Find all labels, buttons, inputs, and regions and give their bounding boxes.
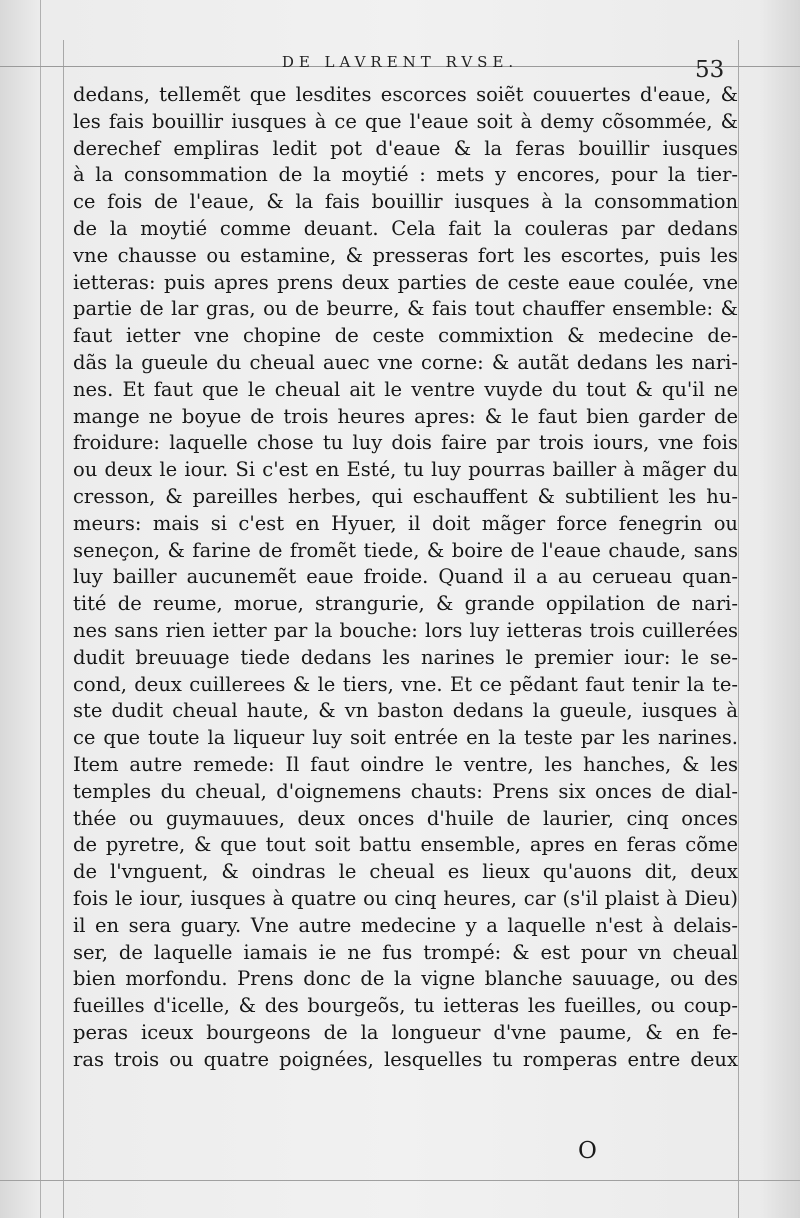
- text-line: ser, de laquelle iamais ie ne fus trompé: & est pour vn cheual: [73, 940, 738, 964]
- text-line: dãs la gueule du cheual auec vne corne: & autãt dedans les nari-: [73, 350, 738, 374]
- text-line: nes. Et faut que le cheual ait le ventre vuyde du tout & qu'il ne: [73, 377, 738, 401]
- signature-mark: O: [578, 1138, 597, 1164]
- text-line: ce que toute la liqueur luy soit entrée en la teste par les narines.: [73, 726, 738, 750]
- running-head: DE LAVRENT RVSE.: [281, 53, 519, 71]
- text-line: ou deux le iour. Si c'est en Esté, tu luy pourras bailler à mãger du: [73, 458, 738, 482]
- footer-rule: [0, 1180, 800, 1181]
- text-line: meurs: mais si c'est en Hyuer, il doit mãger force fenegrin ou: [73, 511, 738, 535]
- text-line: thée ou guymauues, deux onces d'huile de laurier, cinq onces: [73, 806, 738, 830]
- text-line: ce fois de l'eaue, & la fais bouillir iusques à la consommation: [73, 190, 738, 214]
- page-number: 53: [695, 57, 725, 83]
- text-line: à la consommation de la moytié : mets y encores, pour la tier-: [73, 163, 738, 187]
- left-margin-rule: [63, 40, 64, 1218]
- text-line: ste dudit cheual haute, & vn baston dedans la gueule, iusques à: [73, 699, 738, 723]
- text-line: bien morfondu. Prens donc de la vigne blanche sauuage, ou des: [73, 967, 738, 991]
- text-line: peras iceux bourgeons de la longueur d'vne paume, & en fe-: [73, 1020, 738, 1044]
- text-line: ietteras: puis apres prens deux parties de ceste eaue coulée, vne: [73, 270, 738, 294]
- text-line: cond, deux cuillerees & le tiers, vne. Et ce pẽdant faut tenir la te-: [73, 672, 738, 696]
- text-line: temples du cheual, d'oignemens chauts: Prens six onces de dial-: [73, 779, 738, 803]
- text-line: vne chausse ou estamine, & presseras fort les escortes, puis les: [73, 243, 738, 267]
- body-text: [73, 82, 738, 1073]
- text-line: mange ne boyue de trois heures apres: & le faut bien garder de: [73, 404, 738, 428]
- text-line: de la moytié comme deuant. Cela fait la couleras par dedans: [73, 216, 738, 240]
- text-line: dudit breuuage tiede dedans les narines le premier iour: le se-: [73, 645, 738, 669]
- text-line: tité de reume, morue, strangurie, & grande oppilation de nari-: [73, 592, 738, 616]
- text-line: dedans, tellemẽt que lesdites escorces soiẽt couuertes d'eaue, &: [73, 83, 738, 106]
- text-line: luy bailler aucunemẽt eaue froide. Quand il a au cerueau quan-: [73, 565, 738, 589]
- page-edge-line: [40, 0, 41, 1218]
- text-line: de l'vnguent, & oindras le cheual es lieux qu'auons dit, deux: [73, 860, 738, 884]
- right-margin-rule: [738, 40, 739, 1218]
- text-line: faut ietter vne chopine de ceste commixtion & medecine de-: [73, 324, 738, 348]
- text-line: fois le iour, iusques à quatre ou cinq heures, car (s'il plaist à Dieu): [73, 886, 738, 910]
- text-line: fueilles d'icelle, & des bourgeõs, tu ietteras les fueilles, ou coup-: [73, 994, 738, 1018]
- text-line: nes sans rien ietter par la bouche: lors luy ietteras trois cuillerées: [73, 618, 738, 642]
- text-line: partie de lar gras, ou de beurre, & fais tout chauffer ensemble: &: [73, 297, 738, 321]
- text-line: froidure: laquelle chose tu luy dois faire par trois iours, vne fois: [73, 431, 738, 455]
- text-line: cresson, & pareilles herbes, qui eschauffent & subtilient les hu-: [73, 484, 738, 508]
- text-line: il en sera guary. Vne autre medecine y a laquelle n'est à delais-: [73, 913, 738, 937]
- text-line: Item autre remede: Il faut oindre le ventre, les hanches, & les: [73, 752, 738, 776]
- text-line: seneçon, & farine de fromẽt tiede, & boire de l'eaue chaude, sans: [73, 538, 738, 562]
- text-line: de pyretre, & que tout soit battu ensemble, apres en feras cõme: [73, 833, 738, 857]
- text-line: ras trois ou quatre poignées, lesquelles tu romperas entre deux: [73, 1047, 738, 1071]
- text-line: derechef empliras ledit pot d'eaue & la feras bouillir iusques: [73, 136, 738, 160]
- text-line: les fais bouillir iusques à ce que l'eaue soit à demy cõsommée, &: [73, 109, 738, 133]
